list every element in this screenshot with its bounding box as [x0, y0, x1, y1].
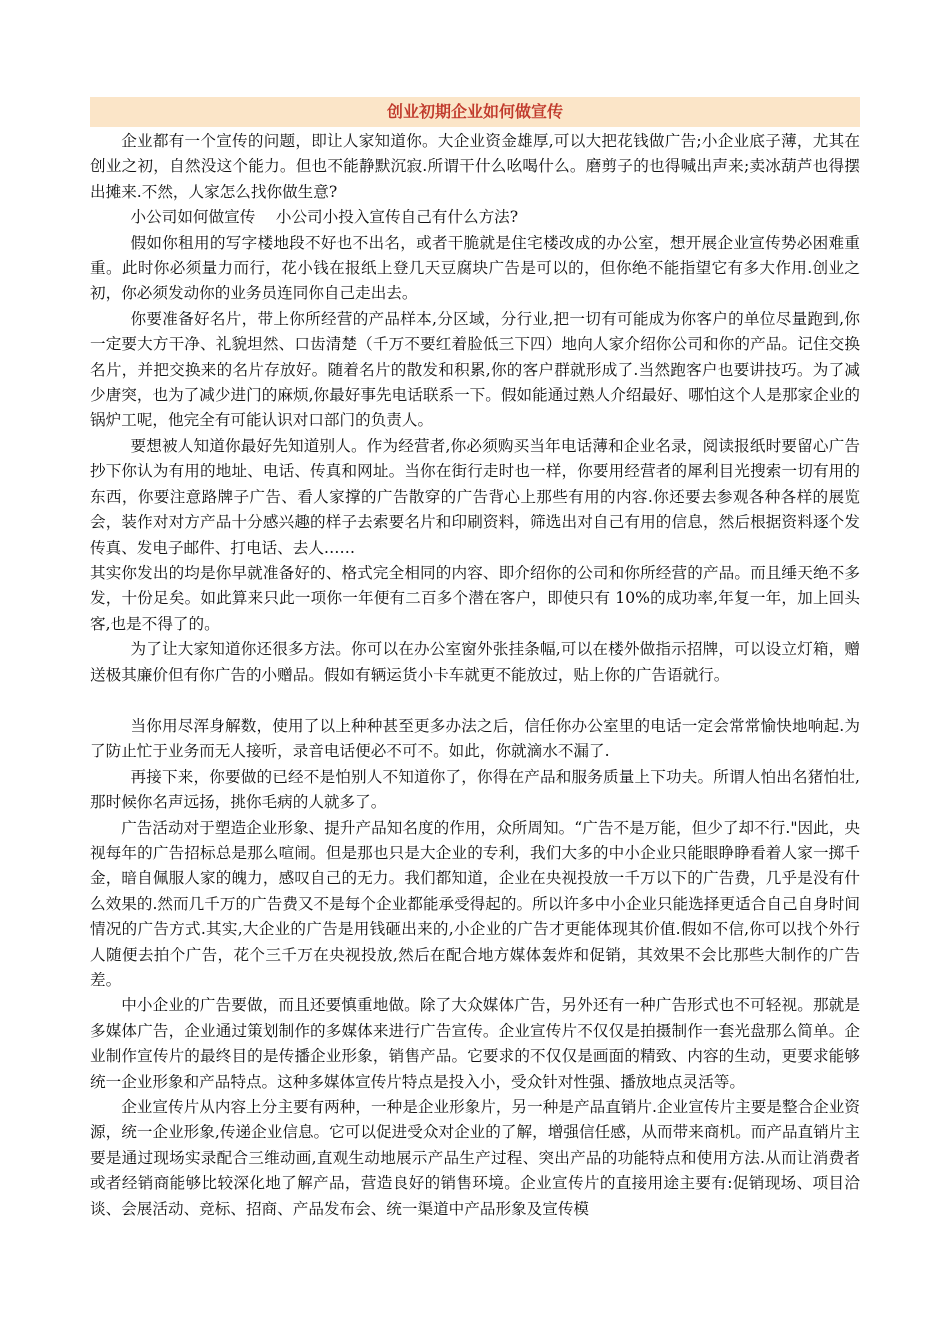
- paragraph-6: 其实你发出的均是你早就准备好的、格式完全相同的内容、即介绍你的公司和你所经营的产品。而且缍天绝不多发，十份足矣。如此算来只此一项你一年便有二百多个潜在客户，即使只有 10%的成功率,年复一年，加上回头客,也是不得了的。: [90, 563, 860, 633]
- paragraph-4: 你要准备好名片，带上你所经营的产品样本,分区域，分行业,把一切有可能成为你客户的单位尽量跑到,你一定要大方干净、礼貌坦然、口齿清楚（千万不要红着脸低三下四）地向人家介绍你公司和你的产品。记住交换名片，并把交换来的名片存放好。随着名片的散发和积累,你的客户群就形成了.当然跑客户也要讲技巧。为了减少唐突，也为了减少进门的麻烦,你最好事先电话联系一下。假如能通过熟人介绍最好、哪怕这个人是那家企业的锅炉工呢，他完全有可能认识对口部门的负责人。: [90, 309, 860, 430]
- paragraph-2: 小公司如何做宣传 小公司小投入宣传自己有什么方法?: [130, 208, 519, 227]
- paragraph-11: 中小企业的广告要做，而且还要慎重地做。除了大众媒体广告，另外还有一种广告形式也不可轻视。那就是多媒体广告，企业通过策划制作的多媒体来进行广告宣传。企业宣传片不仅仅是拍摄制作一套光盘那么简单。企业制作宣传片的最终目的是传播企业形象，销售产品。它要求的不仅仅是画面的精致、内容的生动，更要求能够统一企业形象和产品特点。这种多媒体宣传片特点是投入小，受众针对性强、播放地点灵活等。: [90, 996, 860, 1091]
- paragraph-12: 企业宣传片从内容上分主要有两种，一种是企业形象片，另一种是产品直销片.企业宣传片主要是整合企业资源，统一企业形象,传递企业信息。它可以促进受众对企业的了解，增强信任感，从而带来商机。而产品直销片主要是通过现场实录配合三维动画,直观生动地展示产品生产过程、突出产品的功能特点和使用方法.从而让消费者或者经销商能够比较深化地了解产品，营造良好的销售环境。企业宣传片的直接用途主要有:促销现场、项目洽谈、会展活动、竞标、招商、产品发布会、统一渠道中产品形象及宣传模: [90, 1098, 860, 1218]
- paragraph-5: 要想被人知道你最好先知道别人。作为经营者,你必须购买当年电话薄和企业名录，阅读报纸时要留心广告抄下你认为有用的地址、电话、传真和网址。当你在街行走时也一样，你要用经营者的犀利目光搜索一切有用的东西，你要注意路牌子广告、看人家撑的广告散穿的广告背心上那些有用的内容.你还要去参观各种各样的展览会，装作对对方产品十分感兴趣的样子去索要名片和印刷资料，筛选出对自己有用的信息，然后根据资料逐个发传真、发电子邮件、打电话、去人……: [90, 436, 860, 557]
- paragraph-1: 企业都有一个宣传的问题，即让人家知道你。大企业资金雄厚,可以大把花钱做广告;小企业底子薄，尤其在创业之初，自然没这个能力。但也不能静默沉寂.所谓干什么吆喝什么。磨剪子的也得喊出声来;卖冰葫芦也得摆出摊来.不然，人家怎么找你做生意?: [90, 132, 860, 201]
- document-page: [90, 97, 860, 1222]
- paragraph-3: 假如你租用的写字楼地段不好也不出名，或者干脆就是住宅楼改成的办公室，想开展企业宣传势必困难重重。此时你必须量力而行，花小钱在报纸上登几天豆腐块广告是可以的，但你绝不能指望它有多大作用.创业之初，你必须发动你的业务员连同你自己走出去。: [90, 233, 860, 303]
- paragraph-9: 再接下来，你要做的已经不是怕别人不知道你了，你得在产品和服务质量上下功夫。所谓人怕出名猪怕壮,那时候你名声远扬，挑你毛病的人就多了。: [90, 767, 860, 812]
- paragraph-8: 当你用尽浑身解数，使用了以上种种甚至更多办法之后，信任你办公室里的电话一定会常常愉快地响起.为了防止忙于业务而无人接听，录音电话便必不可不。如此，你就滴水不漏了.: [90, 716, 860, 761]
- paragraph-10: 广告活动对于塑造企业形象、提升产品知名度的作用，众所周知。“广告不是万能，但少了却不行."因此，央视每年的广告招标总是那么喧闹。但是那也只是大企业的专利，我们大多的中小企业只能眼睁睁看着人家一掷千金，暗自佩服人家的魄力，感叹自己的无力。我们都知道，企业在央视投放一千万以下的广告费，几乎是没有什么效果的.然而几千万的广告费又不是每个企业都能承受得起的。所以许多中小企业只能选择更适合自己自身时间情况的广告方式.其实,大企业的广告是用钱砸出来的,小企业的广告才更能体现其价值.假如不信,你可以找个外行人随便去拍个广告，花个三千万在央视投放,然后在配合地方媒体轰炸和促销，其效果不会比那些大制作的广告差。: [90, 818, 860, 989]
- document-title: 创业初期企业如何做宣传: [90, 97, 860, 127]
- blank-line: [90, 688, 860, 714]
- paragraph-7: 为了让大家知道你还很多方法。你可以在办公室窗外张挂条幅,可以在楼外做指示招牌，可以设立灯箱，赠送极其廉价但有你广告的小赠品。假如有辆运货小卡车就更不能放过，贴上你的广告语就行。: [90, 640, 860, 684]
